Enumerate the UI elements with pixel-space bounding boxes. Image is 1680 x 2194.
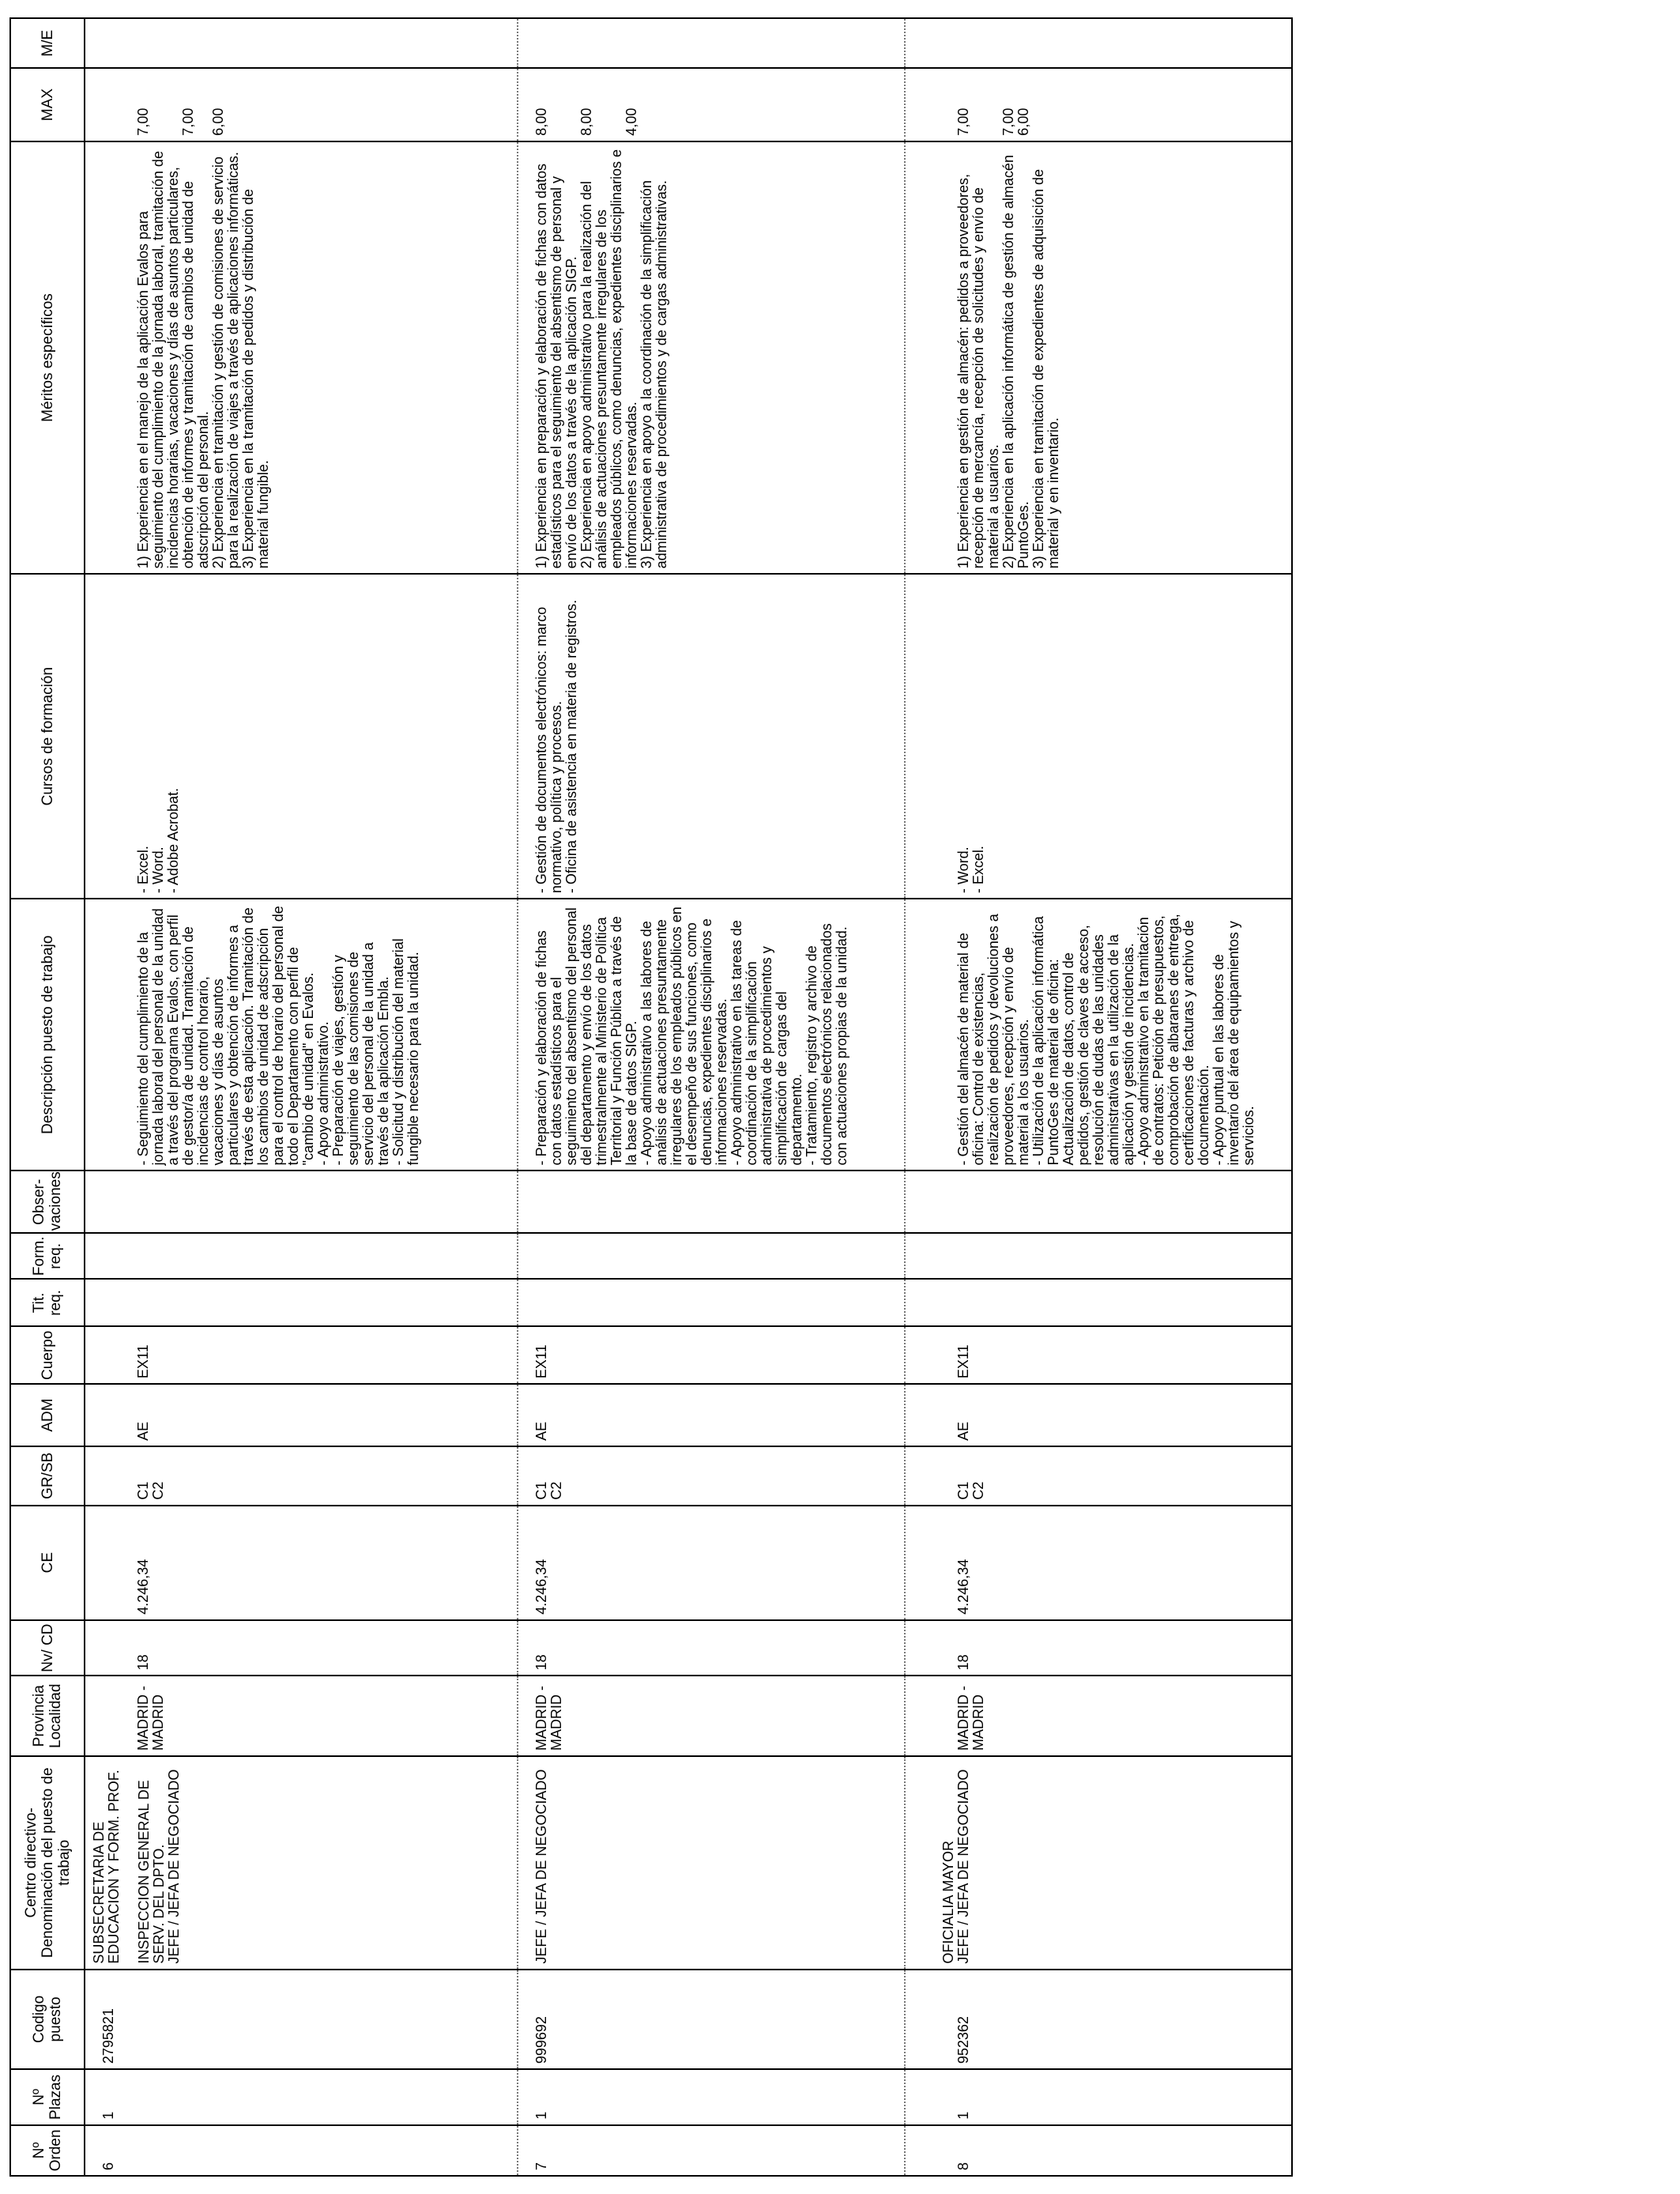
header-orden: Nº Orden xyxy=(10,2125,85,2176)
header-provincia: Provincia Localidad xyxy=(10,1676,85,1756)
cell-meritos: 1) Experiencia en preparación y elaboración de fichas con datos estadísticos para el seguimiento del absentismo de personal y envío de los datos a través de la aplicación SIGP. 2) Experiencia en apoyo administrativo para la realización del análisis de actuaciones presuntamente irregulares de los empleados públicos, como denuncias, expedientes disciplinarios e informaciones reservadas. 3) Experiencia en apoyo a la coordinación de la simplificación administrativa de procedimientos y de cargas administrativas. xyxy=(518,141,905,575)
cell-orden: 6 xyxy=(85,2125,518,2176)
cell-adm: AE xyxy=(85,1384,518,1446)
cell-adm: AE xyxy=(905,1384,1292,1446)
cell-plazas: 1 xyxy=(518,2069,905,2125)
cell-titulacion xyxy=(905,1279,1292,1326)
header-cursos: Cursos de formación xyxy=(10,574,85,899)
table-body xyxy=(85,18,1292,2176)
cell-grupo: C1 C2 xyxy=(85,1446,518,1506)
cell-codigo: 952362 xyxy=(905,1970,1292,2070)
cell-centro xyxy=(85,1756,518,1970)
cell-plazas: 1 xyxy=(85,2069,518,2125)
puesto-denominacion: JEFE / JEFA DE NEGOCIADO xyxy=(166,1769,182,1964)
cell-meritos: 1) Experiencia en el manejo de la aplicación Evalos para seguimiento del cumplimiento de la jornada laboral, tramitación de incidencias horarias, vacaciones y días de asuntos particulares, obtención de informes y tramitación de cambios de unidad de adscripción del personal. 2) Experiencia en tramitación y gestión de comisiones de servicio para la realización de viajes a través de aplicaciones informáticas. 3) Experiencia en la tramitación de pedidos y distribución de material fungible. xyxy=(85,141,518,575)
header-titulacion: Tit. req. xyxy=(10,1279,85,1326)
header-formacion: Form. req. xyxy=(10,1233,85,1279)
cell-provincia: MADRID - MADRID xyxy=(85,1676,518,1756)
cell-me xyxy=(85,18,518,68)
cell-plazas: 1 xyxy=(905,2069,1292,2125)
cell-observaciones xyxy=(905,1171,1292,1233)
cell-descripcion: - Seguimiento del cumplimiento de la jornada laboral del personal de la unidad a través del programa Evalos, con perfil de gestor/a de unidad. Tramitación de incidencias de control horario, vacaciones y días de asuntos particulares y obtención de informes a través de esta aplicación. Tramitación de los cambios de unidad de adscripción para el control de horario del personal de todo el Departamento con perfil de "cambio de unidad" en Evalos. - Apoyo administrativo. - Preparación de viajes, gestión y seguimiento de las comisiones de servicio del personal de la unidad a través de la aplicación Embla. - Solicitud y distribución del material fungible necesario para la unidad. xyxy=(85,899,518,1171)
header-grupo: GR/SB xyxy=(10,1446,85,1506)
cell-nivel: 18 xyxy=(905,1620,1292,1676)
cell-codigo: 999692 xyxy=(518,1970,905,2070)
cell-grupo: C1 C2 xyxy=(905,1446,1292,1506)
table-row xyxy=(518,18,905,2176)
header-me: M/E xyxy=(10,18,85,68)
header-descripcion: Descripción puesto de trabajo xyxy=(10,899,85,1171)
cell-adm: AE xyxy=(518,1384,905,1446)
cell-provincia: MADRID - MADRID xyxy=(905,1676,1292,1756)
cell-descripcion: - Gestión del almacén de material de oficina: Control de existencias, realización de pedidos y devoluciones a proveedores, recepción y envío de material a los usuarios. - Utilización de la aplicación informática PuntoGes de material de oficina: Actualización de datos, control de pedidos, gestión de claves de acceso, resolución de dudas de las unidades administrativas en la utilización de la aplicación y gestión de incidencias. - Apoyo administrativo en la tramitación de contratos: Petición de presupuestos, comprobación de albaranes de entrega, certificaciones de facturas y archivo de documentación. - Apoyo puntual en las labores de inventario del área de equipamientos y servicios. xyxy=(905,899,1292,1171)
cell-ce: 4.246,34 xyxy=(905,1506,1292,1620)
cell-cuerpo: EX11 xyxy=(905,1327,1292,1385)
cell-centro xyxy=(905,1756,1292,1970)
cell-nivel: 18 xyxy=(518,1620,905,1676)
header-observaciones: Obser- vaciones xyxy=(10,1171,85,1233)
job-positions-table xyxy=(9,17,1293,2177)
cell-centro: JEFE / JEFA DE NEGOCIADO xyxy=(518,1756,905,1970)
cell-max: 7,00 7,00 6,00 xyxy=(85,68,518,141)
cell-cursos: - Word. - Excel. xyxy=(905,574,1292,899)
header-ce: CE xyxy=(10,1506,85,1620)
puesto-denominacion: JEFE / JEFA DE NEGOCIADO xyxy=(955,1769,971,1964)
header-adm: ADM xyxy=(10,1384,85,1446)
cell-cuerpo: EX11 xyxy=(85,1327,518,1385)
cell-orden: 7 xyxy=(518,2125,905,2176)
header-meritos: Méritos específicos xyxy=(10,141,85,575)
cell-me xyxy=(518,18,905,68)
cell-meritos: 1) Experiencia en gestión de almacén: pedidos a proveedores, recepción de mercancía, recepción de solicitudes y envío de material a usuarios. 2) Experiencia en la aplicación informática de gestión de almacén PuntoGes. 3) Experiencia en tramitación de expedientes de adquisición de material y en inventario. xyxy=(905,141,1292,575)
cell-cuerpo: EX11 xyxy=(518,1327,905,1385)
cell-formacion xyxy=(518,1233,905,1279)
table-header xyxy=(10,18,85,2176)
header-max: MAX xyxy=(10,68,85,141)
cell-titulacion xyxy=(518,1279,905,1326)
cell-observaciones xyxy=(518,1171,905,1233)
cell-me xyxy=(905,18,1292,68)
cell-observaciones xyxy=(85,1171,518,1233)
cell-orden: 8 xyxy=(905,2125,1292,2176)
cell-formacion xyxy=(85,1233,518,1279)
header-codigo: Codigo puesto xyxy=(10,1970,85,2070)
header-centro: Centro directivo- Denominación del puesto de trabajo xyxy=(10,1756,85,1970)
cell-grupo: C1 C2 xyxy=(518,1446,905,1506)
cell-nivel: 18 xyxy=(85,1620,518,1676)
cell-ce: 4.246,34 xyxy=(85,1506,518,1620)
cell-codigo: 2795821 xyxy=(85,1970,518,2070)
cell-max: 7,00 7,00 6,00 xyxy=(905,68,1292,141)
cell-ce: 4.246,34 xyxy=(518,1506,905,1620)
cell-provincia: MADRID - MADRID xyxy=(518,1676,905,1756)
header-plazas: Nº Plazas xyxy=(10,2069,85,2125)
cell-descripcion: - Preparación y elaboración de fichas con datos estadísticos para el seguimiento del absentismo del personal del departamento y envío de los datos trimestralmente al Ministerio de Política Territorial y Función Pública a través de la base de datos SIGP. - Apoyo administrativo a las labores de análisis de actuaciones presuntamente irregulares de los empleados públicos en el desempeño de sus funciones, como denuncias, expedientes disciplinarios e informaciones reservadas. - Apoyo administrativo en las tareas de coordinación de la simplificación administrativa de procedimientos y simplificación de cargas del departamento. - Tratamiento, registro y archivo de documentos electrónicos relacionados con actuaciones propias de la unidad. xyxy=(518,899,905,1171)
table-row xyxy=(85,18,518,2176)
header-nivel: Nv/ CD xyxy=(10,1620,85,1676)
cell-cursos: - Excel. - Word. - Adobe Acrobat. xyxy=(85,574,518,899)
centro-directivo-label: OFICIALIA MAYOR xyxy=(940,1840,956,1964)
centro-directivo-label: SUBSECRETARIA DE EDUCACION Y FORM. PROF. INSPECCION GENERAL DE SERV. DEL DPTO. xyxy=(91,1770,167,1964)
cell-cursos: - Gestión de documentos electrónicos: marco normativo, política y procesos. - Oficina de asistencia en materia de registros. xyxy=(518,574,905,899)
header-cuerpo: Cuerpo xyxy=(10,1327,85,1385)
table-row xyxy=(905,18,1292,2176)
cell-titulacion xyxy=(85,1279,518,1326)
cell-max: 8,00 8,00 4,00 xyxy=(518,68,905,141)
cell-formacion xyxy=(905,1233,1292,1279)
